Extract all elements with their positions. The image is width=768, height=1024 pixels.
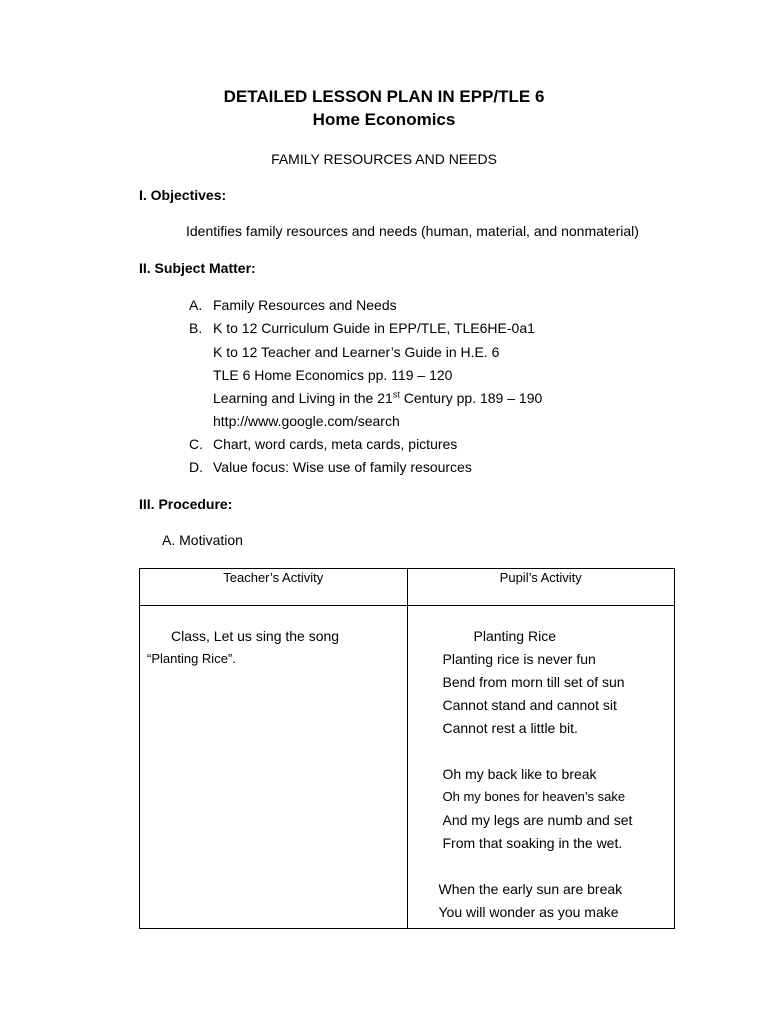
song-line: Planting rice is never fun	[442, 651, 596, 667]
activity-table	[139, 568, 675, 929]
list-letter-c: C.	[189, 436, 203, 452]
song-line: You will wonder as you make	[438, 904, 619, 920]
list-letter-d: D.	[189, 459, 203, 475]
lesson-topic: FAMILY RESOURCES AND NEEDS	[271, 151, 497, 167]
list-item-d: Value focus: Wise use of family resources	[213, 459, 472, 475]
teacher-activity-header: Teacher’s Activity	[140, 569, 408, 606]
document-subtitle: Home Economics	[312, 110, 456, 129]
objectives-text: Identifies family resources and needs (human, material, and nonmaterial)	[186, 223, 639, 239]
song-line: When the early sun are break	[438, 881, 623, 897]
song-line: Cannot stand and cannot sit	[442, 697, 617, 713]
list-letter-b: B.	[189, 320, 203, 336]
list-item-b-line-1: K to 12 Curriculum Guide in EPP/TLE, TLE6HE-0a1	[213, 320, 535, 336]
song-line: Oh my back like to break	[442, 766, 597, 782]
song-line: Oh my bones for heaven’s sake	[442, 789, 626, 804]
song-line: And my legs are numb and set	[442, 812, 633, 828]
document-title: DETAILED LESSON PLAN IN EPP/TLE 6	[223, 87, 545, 106]
reference-url: http://www.google.com/search	[213, 413, 400, 429]
teacher-line-2: “Planting Rice”.	[147, 651, 236, 666]
list-item-b-line-3: TLE 6 Home Economics pp. 119 – 120	[213, 367, 453, 383]
objectives-heading: I. Objectives:	[139, 187, 227, 203]
pupil-activity-cell	[407, 606, 675, 929]
list-item-b-line-4: Learning and Living in the 21st Century pp. 189 – 190	[213, 389, 543, 406]
procedure-heading: III. Procedure:	[139, 496, 233, 512]
song-title: Planting Rice	[473, 628, 556, 644]
list-item-b-line-2: K to 12 Teacher and Learner’s Guide in H.E. 6	[213, 344, 500, 360]
list-letter-a: A.	[189, 297, 203, 313]
list-item-c: Chart, word cards, meta cards, pictures	[213, 436, 458, 452]
list-item-a: Family Resources and Needs	[213, 297, 397, 313]
motivation-subheading: A. Motivation	[162, 532, 243, 548]
teacher-line-1: Class, Let us sing the song	[171, 628, 340, 644]
song-line: From that soaking in the wet.	[442, 835, 623, 851]
pupil-activity-header: Pupil’s Activity	[407, 569, 675, 606]
song-line: Cannot rest a little bit.	[442, 720, 578, 736]
teacher-activity-cell	[140, 606, 408, 929]
song-line: Bend from morn till set of sun	[442, 674, 625, 690]
subject-matter-heading: II. Subject Matter:	[139, 260, 256, 276]
